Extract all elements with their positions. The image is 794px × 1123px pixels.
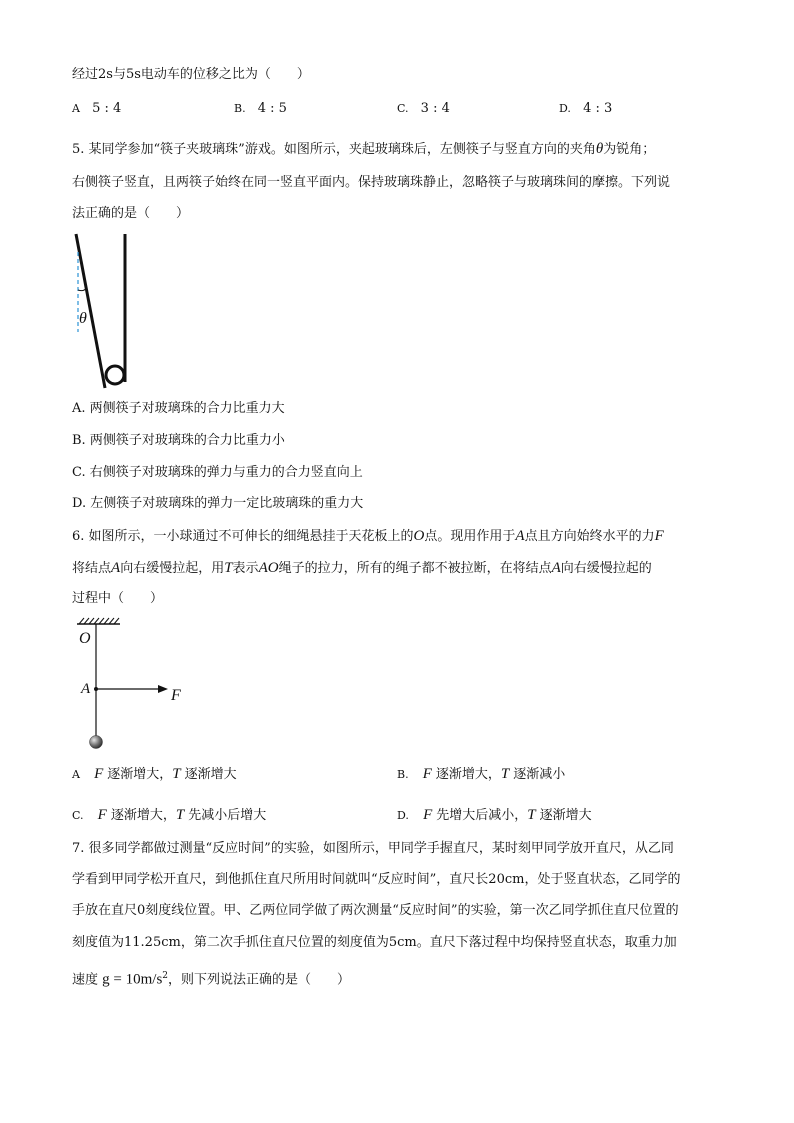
option-text: 4 : 5: [257, 101, 287, 116]
theta-figure-label: θ: [79, 310, 87, 327]
theta-symbol: θ: [595, 141, 604, 157]
option-letter: B.: [72, 433, 86, 448]
q6-text: 表示: [232, 561, 259, 576]
option-text: 4 : 3: [583, 101, 613, 116]
option-text: 先减小后增大: [188, 808, 267, 823]
ceiling-hatching: [79, 618, 119, 624]
q6-option-b: [397, 765, 565, 784]
option-text: 两侧筷子对玻璃珠的合力比重力小: [89, 433, 285, 448]
option-text: 逐渐增大: [539, 808, 592, 823]
q4-option-d: [559, 100, 612, 118]
q4-option-b: [234, 100, 287, 118]
q7-text: ，则下列说法正确的是（ ）: [168, 972, 351, 988]
option-letter: C.: [72, 465, 86, 480]
symbol-A: A: [111, 560, 121, 576]
symbol-F: F: [423, 807, 433, 823]
q7-stem-line-4: 刻度值为11.25cm，第二次手抓住直尺位置的刻度值为5cm。直尺下落过程中均保持竖直状态，取重力加: [72, 935, 677, 950]
q5-option-c: [72, 464, 363, 482]
option-letter: C.: [397, 102, 409, 115]
symbol-T: T: [175, 807, 185, 823]
label-A: A: [81, 681, 91, 697]
q7-stem-line-1: 7. 很多同学都做过测量“反应时间”的实验，如图所示，甲同学手握直尺，某时刻甲同学放开直尺，从乙同: [72, 841, 674, 856]
option-text: 逐渐减小: [513, 767, 566, 782]
q6-text: 点。现用作用于: [424, 529, 516, 544]
option-text: 逐渐增大，: [107, 767, 173, 782]
option-text: 左侧筷子对玻璃珠的弹力一定比玻璃珠的重力大: [90, 496, 364, 511]
q5-stem-line-3: 法正确的是（ ）: [72, 206, 190, 221]
q6-stem-line-1: [72, 527, 664, 546]
q6-stem-line-2: [72, 559, 652, 578]
q4-option-c: [397, 100, 450, 118]
q6-option-a: [72, 765, 237, 784]
q7-text: 速度: [72, 972, 99, 988]
symbol-A: A: [515, 528, 525, 544]
q5-option-a: [72, 400, 285, 418]
symbol-T: T: [172, 766, 181, 782]
option-text: 两侧筷子对玻璃珠的合力比重力大: [89, 401, 285, 416]
q6-text: 绳子的拉力，所有的绳子都不被拉断，在将结点: [278, 561, 552, 576]
q5-stem-line-1: [72, 140, 655, 159]
symbol-F: F: [97, 807, 107, 823]
q6-text: 点且方向始终水平的力: [524, 529, 655, 544]
option-letter: A: [72, 102, 80, 115]
symbol-A: A: [551, 560, 561, 576]
glass-bead: [106, 366, 124, 384]
q5-stem-line-2: 右侧筷子竖直，且两筷子始终在同一竖直平面内。保持玻璃珠静止，忽略筷子与玻璃珠间的摩擦。下列说: [72, 175, 671, 190]
option-letter: A: [72, 768, 80, 781]
q5-option-d: [72, 495, 363, 513]
option-text: 逐渐增大，: [435, 767, 501, 782]
q6-option-d: [397, 806, 592, 825]
symbol-T: T: [224, 560, 233, 576]
q5-option-b: [72, 432, 285, 450]
q6-text: 向右缓慢拉起的: [560, 561, 652, 576]
q7-stem-line-5: [72, 967, 350, 989]
q5-stem-text: 为锐角；: [603, 142, 656, 157]
q7-stem-line-3: 手放在直尺0刻度线位置。甲、乙两位同学做了两次测量“反应时间”的实验，第一次乙同学抓住直尺位置的: [72, 903, 679, 918]
option-letter: D.: [72, 496, 87, 511]
symbol-T: T: [527, 807, 536, 823]
symbol-F: F: [654, 528, 664, 544]
q5-stem-text: 5. 某同学参加“筷子夹玻璃珠”游戏。如图所示，夹起玻璃珠后，左侧筷子与竖直方向的夹角: [72, 142, 596, 157]
q7-stem-line-2: 学看到甲同学松开直尺，到他抓住直尺所用时间就叫“反应时间”，直尺长20cm，处于竖直状态，乙同学的: [72, 872, 681, 887]
symbol-F: F: [94, 766, 104, 782]
option-letter: B.: [397, 768, 409, 781]
option-text: 逐渐增大，: [110, 808, 176, 823]
symbol-T: T: [500, 766, 510, 782]
label-F: F: [171, 687, 181, 704]
option-letter: D.: [559, 102, 571, 115]
q6-text: 6. 如图所示，一小球通过不可伸长的细绳悬挂于天花板上的: [72, 529, 414, 544]
option-text: 3 : 4: [420, 101, 450, 116]
q4-option-a: [72, 100, 121, 118]
option-text: 先增大后减小，: [436, 808, 528, 823]
symbol-F: F: [422, 766, 432, 782]
option-letter: B.: [234, 102, 246, 115]
option-letter: C.: [72, 809, 84, 822]
q6-option-c: [72, 806, 266, 825]
q6-stem-line-3: 过程中（ ）: [72, 591, 164, 606]
gravity-equation: g = 10m/s: [102, 971, 163, 988]
q6-text: 向右缓慢拉起，用: [120, 561, 225, 576]
superscript: 2: [162, 971, 169, 981]
label-O: O: [79, 630, 91, 647]
arrow-head: [158, 685, 168, 693]
option-text: 右侧筷子对玻璃珠的弹力与重力的合力竖直向上: [89, 465, 363, 480]
symbol-AO: AO: [258, 560, 279, 576]
ball: [90, 736, 103, 749]
symbol-O: O: [413, 528, 425, 544]
pendulum-figure: [72, 618, 202, 758]
option-text: 5 : 4: [92, 101, 122, 116]
option-text: 逐渐增大: [184, 767, 237, 782]
q4-stem: 经过2s与5s电动车的位移之比为（ ）: [72, 67, 310, 82]
option-letter: A.: [72, 401, 86, 416]
q6-text: 将结点: [72, 561, 112, 576]
option-letter: D.: [397, 809, 409, 822]
